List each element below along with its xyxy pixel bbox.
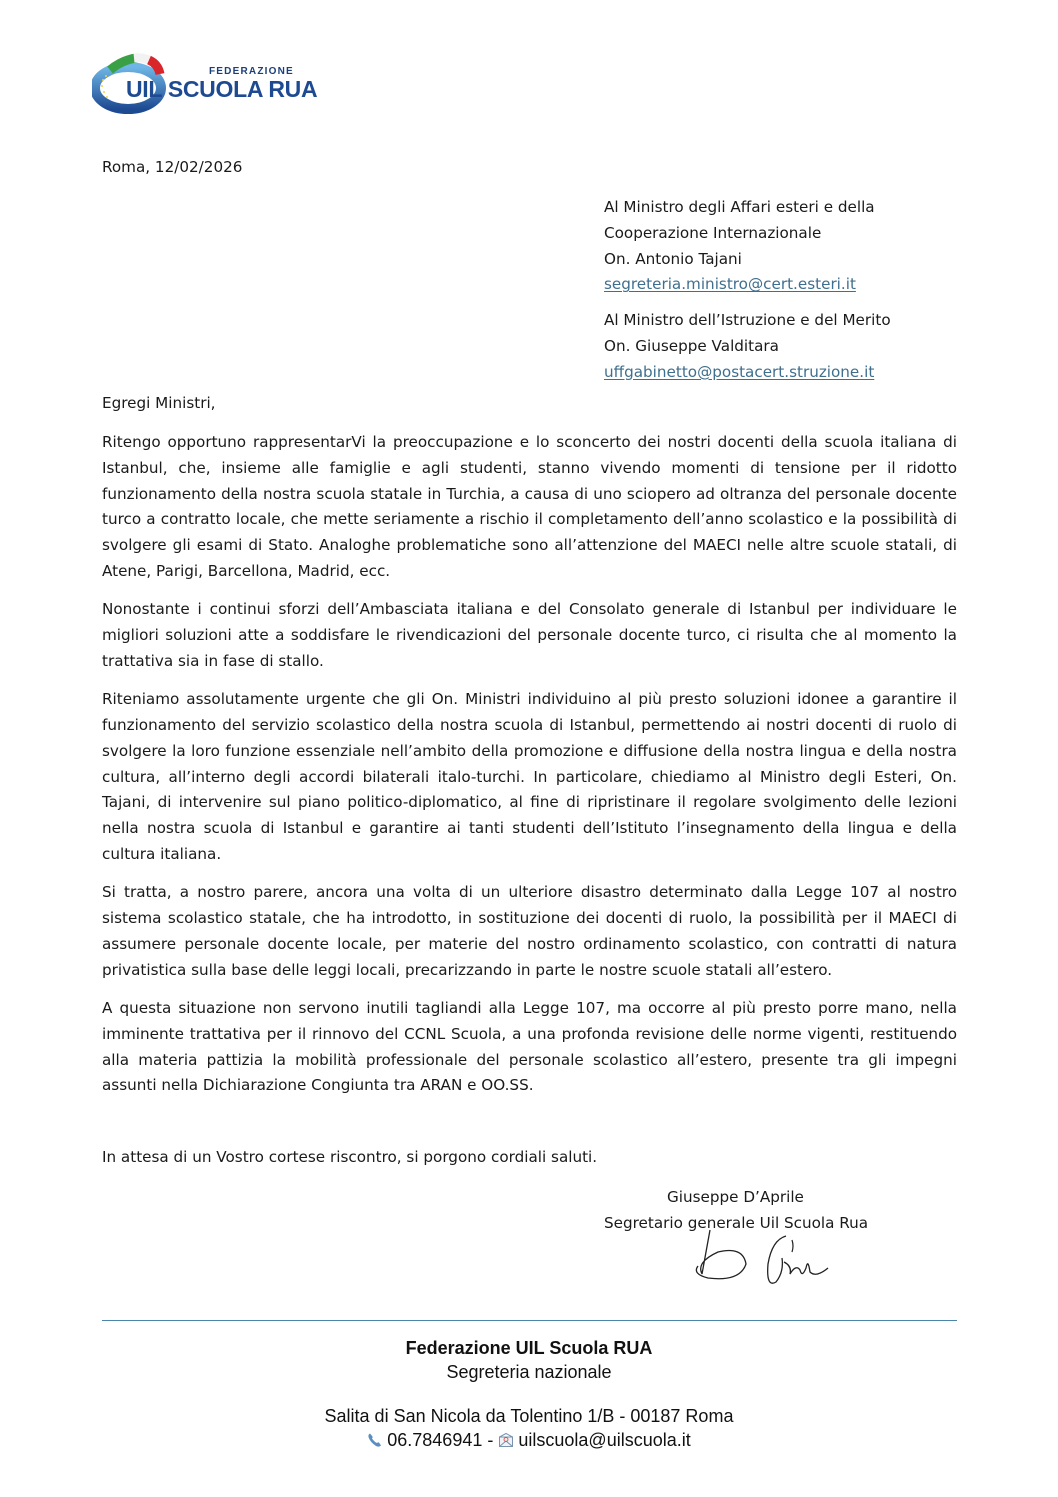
logo-federazione: FEDERAZIONE xyxy=(209,66,294,77)
recipient-esteri xyxy=(604,195,964,298)
footer-organization: Federazione UIL Scuola RUA xyxy=(405,1338,653,1358)
letter-date: Roma, 12/02/2026 xyxy=(102,158,243,176)
footer-divider xyxy=(102,1320,957,1321)
uil-scuola-logo xyxy=(92,48,318,118)
footer-separator: - xyxy=(487,1430,494,1450)
recipient-istruzione xyxy=(604,308,964,385)
body-paragraph: Si tratta, a nostro parere, ancora una volta di un ulteriore disastro determinato dalla Legge 107 al nostro sistema scolastico statale, che ha introdotto, in sostituzione dei docenti di ruolo, la possibilità per il MAECI di assumere personale docente locale, per materie del nostro ordinamento scolastico, con contratti di natura privatistica sulla base delle leggi locali, precarizzando in parte le nostre scuole statali all’estero. xyxy=(102,883,957,979)
recipient-line: On. Giuseppe Valditara xyxy=(604,336,779,355)
footer-contact xyxy=(0,1428,1058,1452)
logo-name: UIL SCUOLA RUA xyxy=(126,76,318,102)
signatory-name: Giuseppe D’Aprile xyxy=(667,1188,804,1206)
footer-email-link[interactable]: uilscuola@uilscuola.it xyxy=(518,1430,691,1450)
signatory-role: Segretario generale Uil Scuola Rua xyxy=(604,1213,869,1232)
letter-body xyxy=(102,430,957,1099)
body-paragraph: Riteniamo assolutamente urgente che gli On. Ministri individuino al più presto soluzioni idonee a garantire il funzionamento del servizio scolastico della nostra scuola di Istanbul, permettendo ai nostri docenti di ruolo di svolgere la loro funzione essenziale nell’ambito della promozione e diffusione della nostra lingua e della nostra cultura, all’interno degli accordi bilaterali italo-turchi. In particolare, chiediamo al Ministro degli Esteri, On. Tajani, di intervenire sul piano politico-diplomatico, al fine di ripristinare il regolare svolgimento delle lezioni nella nostra scuola di Istanbul e garantire ai tanti studenti dell’Istituto l’insegnamento della lingua e della cultura italiana. xyxy=(102,690,957,863)
closing-line: In attesa di un Vostro cortese riscontro, si porgono cordiali saluti. xyxy=(102,1148,598,1166)
recipient-line: Al Ministro dell’Istruzione e del Merito xyxy=(604,311,891,330)
body-paragraph: A questa situazione non servono inutili tagliandi alla Legge 107, ma occorre al più presto porre mano, nella imminente trattativa per il rinnovo del CCNL Scuola, a una profonda revisione delle norme vigenti, restituendo alla materia pattizia la mobilità professionale del personale scolastico all’estero, presente tra gli impegni assunti nella Dichiarazione Congiunta tra ARAN e OO.SS. xyxy=(102,998,957,1095)
recipients xyxy=(604,195,964,396)
recipient-email-link[interactable]: segreteria.ministro@cert.esteri.it xyxy=(604,275,856,294)
recipient-line: Al Ministro degli Affari esteri e della xyxy=(604,198,875,216)
phone-icon xyxy=(367,1432,383,1448)
footer-department: Segreteria nazionale xyxy=(446,1362,612,1382)
body-paragraph: Ritengo opportuno rappresentarVi la preoccupazione e lo sconcerto dei nostri docenti della scuola italiana di Istanbul, che, insieme alle famiglie e agli studenti, stanno vivendo momenti di tensione per il ridotto funzionamento della nostra scuola statale in Turchia, a causa di uno sciopero ad oltranza del personale docente turco a contratto locale, che mette seriamente a rischio il completamento dell’anno scolastico e la possibilità di svolgere gli esami di Stato. Analoghe problematiche sono all’attenzione del MAECI nelle altre scuole statali, di Atene, Parigi, Barcellona, Madrid, ecc. xyxy=(102,433,957,580)
footer-address: Salita di San Nicola da Tolentino 1/B - 00187 Roma xyxy=(324,1406,734,1426)
footer-phone: 06.7846941 xyxy=(387,1430,483,1450)
recipient-email-link[interactable]: uffgabinetto@postacert.struzione.it xyxy=(604,362,875,381)
email-icon xyxy=(498,1432,514,1448)
recipient-line: On. Antonio Tajani xyxy=(604,249,742,268)
salutation: Egregi Ministri, xyxy=(102,394,216,412)
body-paragraph: Nonostante i continui sforzi dell’Ambasciata italiana e del Consolato generale di Istanbul per individuare le migliori soluzioni atte a soddisfare le rivendicazioni del personale docente turco, ci risulta che al momento la trattativa sia in fase di stallo. xyxy=(102,600,957,670)
handwritten-signature-icon xyxy=(688,1222,838,1294)
recipient-line: Cooperazione Internazionale xyxy=(604,223,822,242)
